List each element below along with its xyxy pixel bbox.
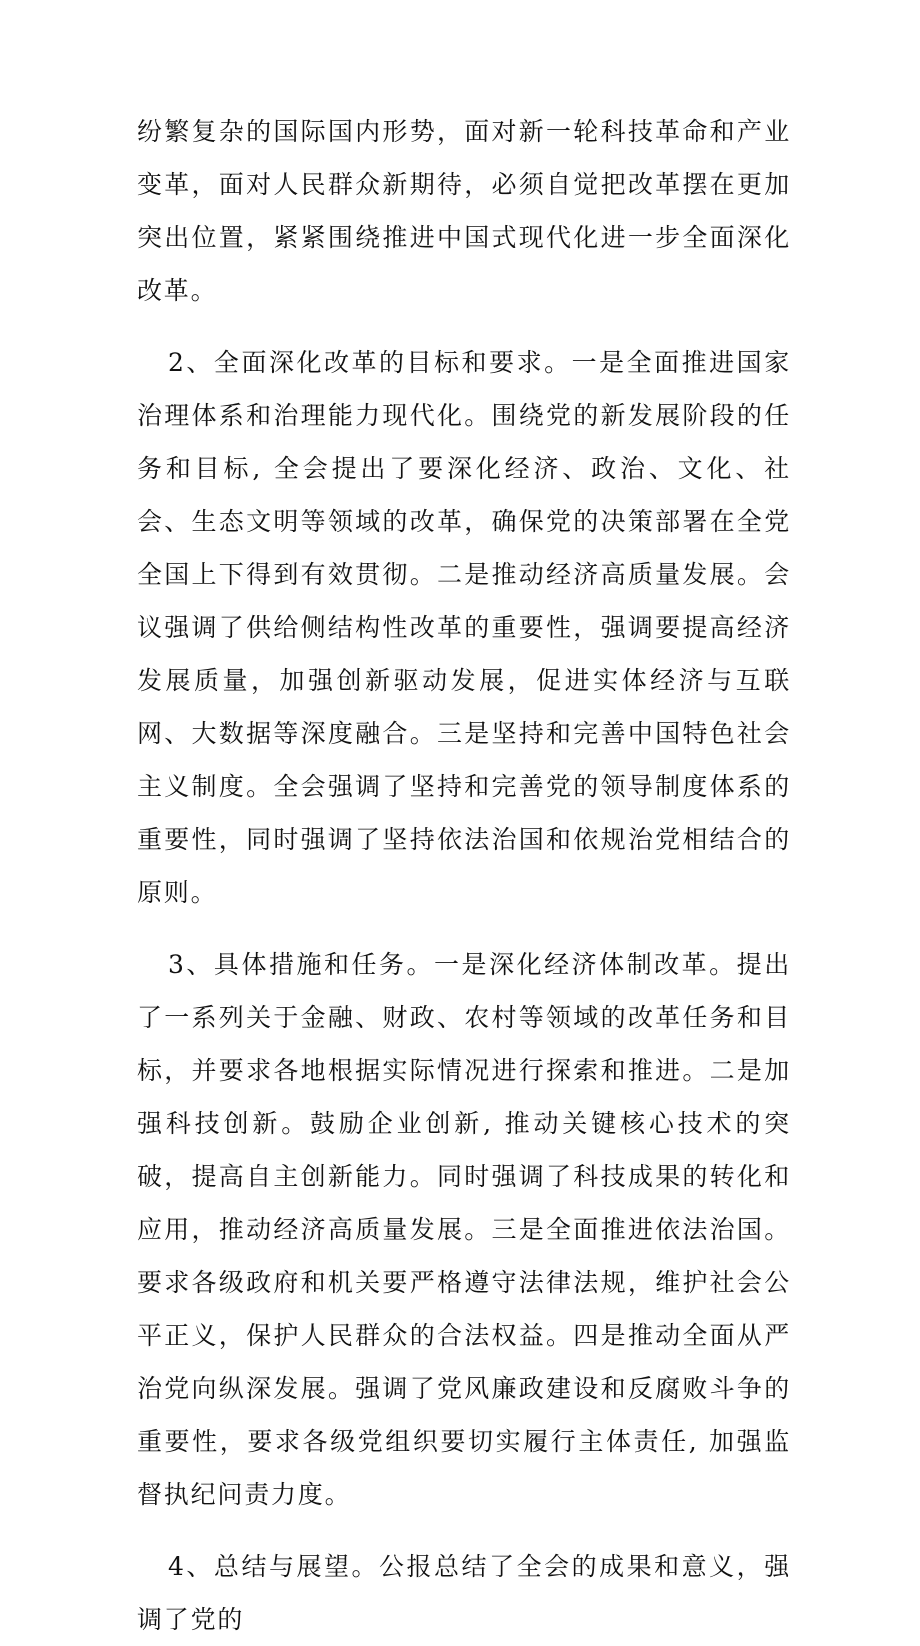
paragraph-section-4: 4、总结与展望。公报总结了全会的成果和意义，强调了党的 (137, 1552, 791, 1634)
paragraph-continuation: 纷繁复杂的国际国内形势，面对新一轮科技革命和产业变革，面对人民群众新期待，必须自觉把改革摆在更加突出位置，紧紧围绕推进中国式现代化进一步全面深化改革。 (137, 117, 791, 305)
paragraph-section-3: 3、具体措施和任务。一是深化经济体制改革。提出了一系列关于金融、财政、农村等领域的改革任务和目标，并要求各地根据实际情况进行探索和推进。二是加强科技创新。鼓励企业创新, 推动关键核心技术的突破，提高自主创新能力。同时强调了科技成果的转化和应用，推动经济高质量发展。三是全面推进依法治国。要求各级政府和机关要严格遵守法律法规，维护社会公平正义，保护人民群众的合法权益。四是推动全面从严治党向纵深发展。强调了党风廉政建设和反腐败斗争的重要性，要求各级党组织要切实履行主体责任, 加强监督执纪问责力度。 (137, 950, 791, 1509)
document-body (137, 105, 791, 1646)
paragraph-section-2: 2、全面深化改革的目标和要求。一是全面推进国家治理体系和治理能力现代化。围绕党的新发展阶段的任务和目标, 全会提出了要深化经济、政治、文化、社会、生态文明等领域的改革，确保党的决策部署在全党全国上下得到有效贯彻。二是推动经济高质量发展。会议强调了供给侧结构性改革的重要性，强调要提高经济发展质量，加强创新驱动发展，促进实体经济与互联网、大数据等深度融合。三是坚持和完善中国特色社会主义制度。全会强调了坚持和完善党的领导制度体系的重要性，同时强调了坚持依法治国和依规治党相结合的原则。 (137, 348, 791, 907)
